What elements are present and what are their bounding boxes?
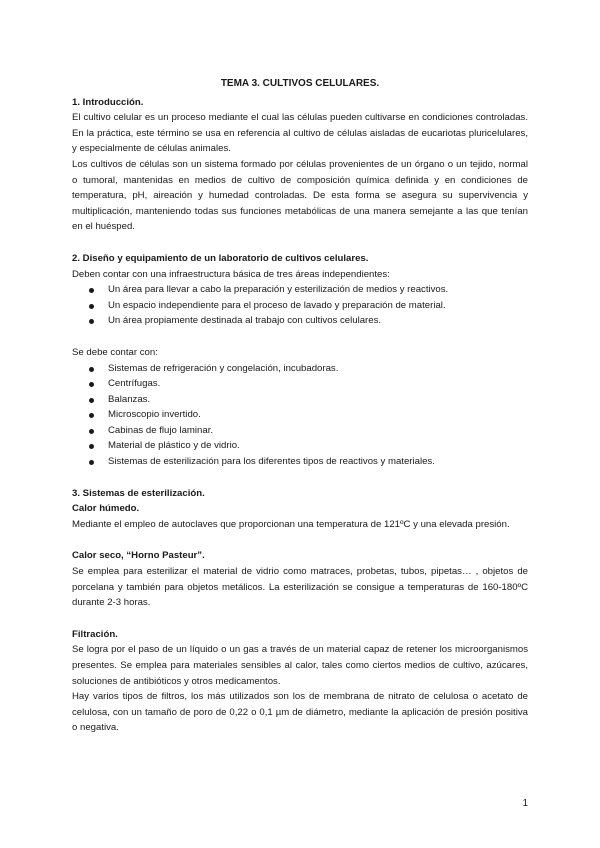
list-item: Cabinas de flujo laminar. [72,423,528,439]
section1-paragraph-2: Los cultivos de células son un sistema formado por células provenientes de un órgano o un tejido, normal o tumoral, mantenidas en medios de cultivo de composición química definida y en condiciones de temperatura, pH, aireación y humedad controladas. De esta forma se asegura su supervivencia y multiplicación, manteniendo todas sus funciones metabólicas de una manera semejante a las que tenían en el huésped. [72,158,528,233]
section1-paragraph-1: El cultivo celular es un proceso mediante el cual las células pueden cultivarse en condiciones controladas. En la práctica, este término se usa en referencia al cultivo de células aisladas de eucariotas pluricelulares, y especialmente de células animales. [72,112,528,155]
document-title: TEMA 3. CULTIVOS CELULARES. [220,78,380,89]
page-number: 1 [522,798,528,809]
bullet-icon [89,460,94,465]
list-item: Balanzas. [72,392,528,408]
dry-heat-text: Se emplea para esterilizar el material de vidrio como matraces, probetas, tubos, pipetas… , objetos de porcelana y también para objetos metálicos. La esterilización se consigue a temperaturas de 160-180ºC durante 2-3 horas. [72,566,528,609]
list-item: Sistemas de refrigeración y congelación, incubadoras. [72,361,528,377]
bullet-icon [89,382,94,387]
section3-heading: 3. Sistemas de esterilización. [72,487,205,499]
document-page [72,76,528,736]
humid-heat-heading: Calor húmedo. [72,503,140,515]
filtration-heading: Filtración. [72,628,118,640]
list-item: Un área para llevar a cabo la preparación y esterilización de medios y reactivos. [72,282,528,298]
list-item: Material de plástico y de vidrio. [72,438,528,454]
areas-list [72,282,528,329]
filtration-paragraph-1: Se logra por el paso de un líquido o un gas a través de un material capaz de retener los microorganismos presentes. Se emplea para materiales sensibles al calor, tales como ciertos medios de cultivo, azúcares, soluciones de antibióticos y otros medicamentos. [72,644,528,687]
list-item: Sistemas de esterilización para los diferentes tipos de reactivos y materiales. [72,454,528,470]
bullet-icon [89,444,94,449]
dry-heat-heading: Calor seco, “Horno Pasteur”. [72,550,205,562]
bullet-icon [89,429,94,434]
bullet-icon [89,319,94,324]
bullet-icon [89,288,94,293]
bullet-icon [89,413,94,418]
filtration-paragraph-2: Hay varios tipos de filtros, los más utilizados son los de membrana de nitrato de celulosa o acetato de celulosa, con un tamaño de poro de 0,22 o 0,1 µm de diámetro, mediante la aplicación de presión positiva o negativa. [72,691,528,734]
bullet-icon [89,398,94,403]
list-item: Un espacio independiente para el proceso de lavado y preparación de material. [72,298,528,314]
section2-heading: 2. Diseño y equipamiento de un laboratorio de cultivos celulares. [72,252,369,264]
humid-heat-text: Mediante el empleo de autoclaves que proporcionan una temperatura de 121ºC y una elevada presión. [72,518,510,530]
list-item: Microscopio invertido. [72,407,528,423]
equipment-list [72,361,528,470]
list-item: Un área propiamente destinada al trabajo con cultivos celulares. [72,313,528,329]
equipment-intro: Se debe contar con: [72,346,158,358]
section2-intro: Deben contar con una infraestructura básica de tres áreas independientes: [72,268,390,280]
bullet-icon [89,367,94,372]
bullet-icon [89,304,94,309]
section1-heading: 1. Introducción. [72,96,144,108]
list-item: Centrífugas. [72,376,528,392]
